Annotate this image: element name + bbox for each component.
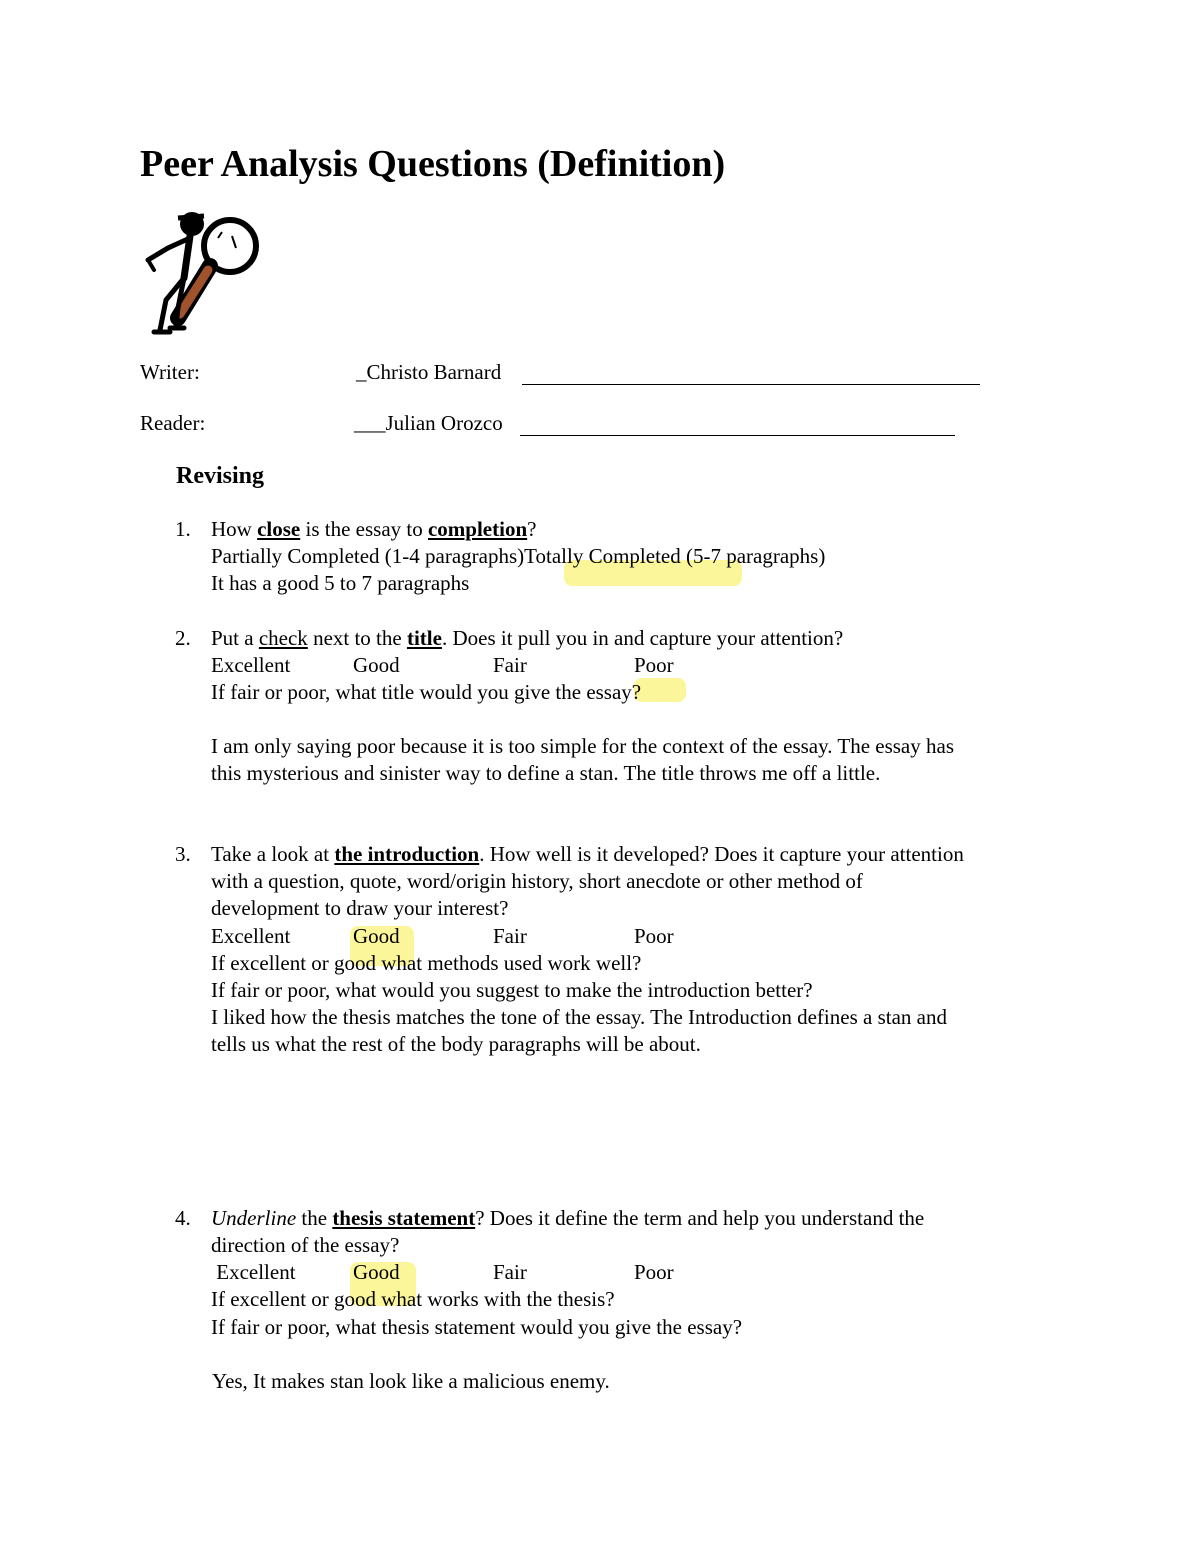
page-title: Peer Analysis Questions (Definition) <box>140 143 726 185</box>
q3-question-line3: development to draw your interest? <box>211 896 509 920</box>
q4-number: 4. <box>175 1206 191 1230</box>
q1-number: 1. <box>175 517 191 541</box>
q3-answer-line1: I liked how the thesis matches the tone of the essay. The Introduction defines a stan and <box>211 1005 947 1029</box>
q2-rating-fair: Fair <box>493 653 527 677</box>
q1-question: How close is the essay to completion? <box>211 517 537 541</box>
q4-followup-2: If fair or poor, what thesis statement would you give the essay? <box>211 1315 743 1339</box>
q2-rating-poor: Poor <box>634 653 674 677</box>
q1-options: Partially Completed (1-4 paragraphs)Totally Completed (5-7 paragraphs) <box>211 544 826 568</box>
detective-magnifying-glass-icon <box>140 208 260 338</box>
q4-rating-poor: Poor <box>634 1260 674 1284</box>
q3-answer-line2: tells us what the rest of the body paragraphs will be about. <box>211 1032 701 1056</box>
q4-answer: Yes, It makes stan look like a malicious enemy. <box>212 1369 610 1393</box>
q4-followup-1: If excellent or good what works with the thesis? <box>211 1287 615 1311</box>
q4-question-line2: direction of the essay? <box>211 1233 400 1257</box>
reader-underline <box>520 435 955 436</box>
q3-number: 3. <box>175 842 191 866</box>
q2-number: 2. <box>175 626 191 650</box>
writer-name: _Christo Barnard <box>356 360 502 384</box>
q3-rating-excellent: Excellent <box>211 924 291 948</box>
q3-question: Take a look at the introduction. How well is it developed? Does it capture your attention <box>211 842 964 866</box>
q3-followup-1: If excellent or good what methods used work well? <box>211 951 642 975</box>
q3-rating-fair: Fair <box>493 924 527 948</box>
writer-underline <box>522 384 980 385</box>
reader-label: Reader: <box>140 411 206 435</box>
q2-rating-good: Good <box>353 653 400 677</box>
q4-rating-good: Good <box>353 1260 400 1284</box>
q4-rating-fair: Fair <box>493 1260 527 1284</box>
q2-question: Put a check next to the title. Does it pull you in and capture your attention? <box>211 626 844 650</box>
q4-rating-excellent: Excellent <box>211 1260 296 1284</box>
section-heading: Revising <box>176 463 265 489</box>
q2-answer-line2: this mysterious and sinister way to define a stan. The title throws me off a little. <box>211 761 881 785</box>
q2-answer-line1: I am only saying poor because it is too simple for the context of the essay. The essay has <box>211 734 954 758</box>
q4-question: Underline the thesis statement? Does it define the term and help you understand the <box>211 1206 925 1230</box>
q2-followup: If fair or poor, what title would you give the essay? <box>211 680 642 704</box>
q2-rating-excellent: Excellent <box>211 653 291 677</box>
q3-rating-good: Good <box>353 924 400 948</box>
q3-question-line2: with a question, quote, word/origin history, short anecdote or other method of <box>211 869 863 893</box>
q3-rating-poor: Poor <box>634 924 674 948</box>
highlight-essay <box>634 678 686 702</box>
writer-label: Writer: <box>140 360 200 384</box>
reader-name: ___Julian Orozco <box>354 411 503 435</box>
q3-followup-2: If fair or poor, what would you suggest to make the introduction better? <box>211 978 813 1002</box>
q1-answer: It has a good 5 to 7 paragraphs <box>211 571 470 595</box>
